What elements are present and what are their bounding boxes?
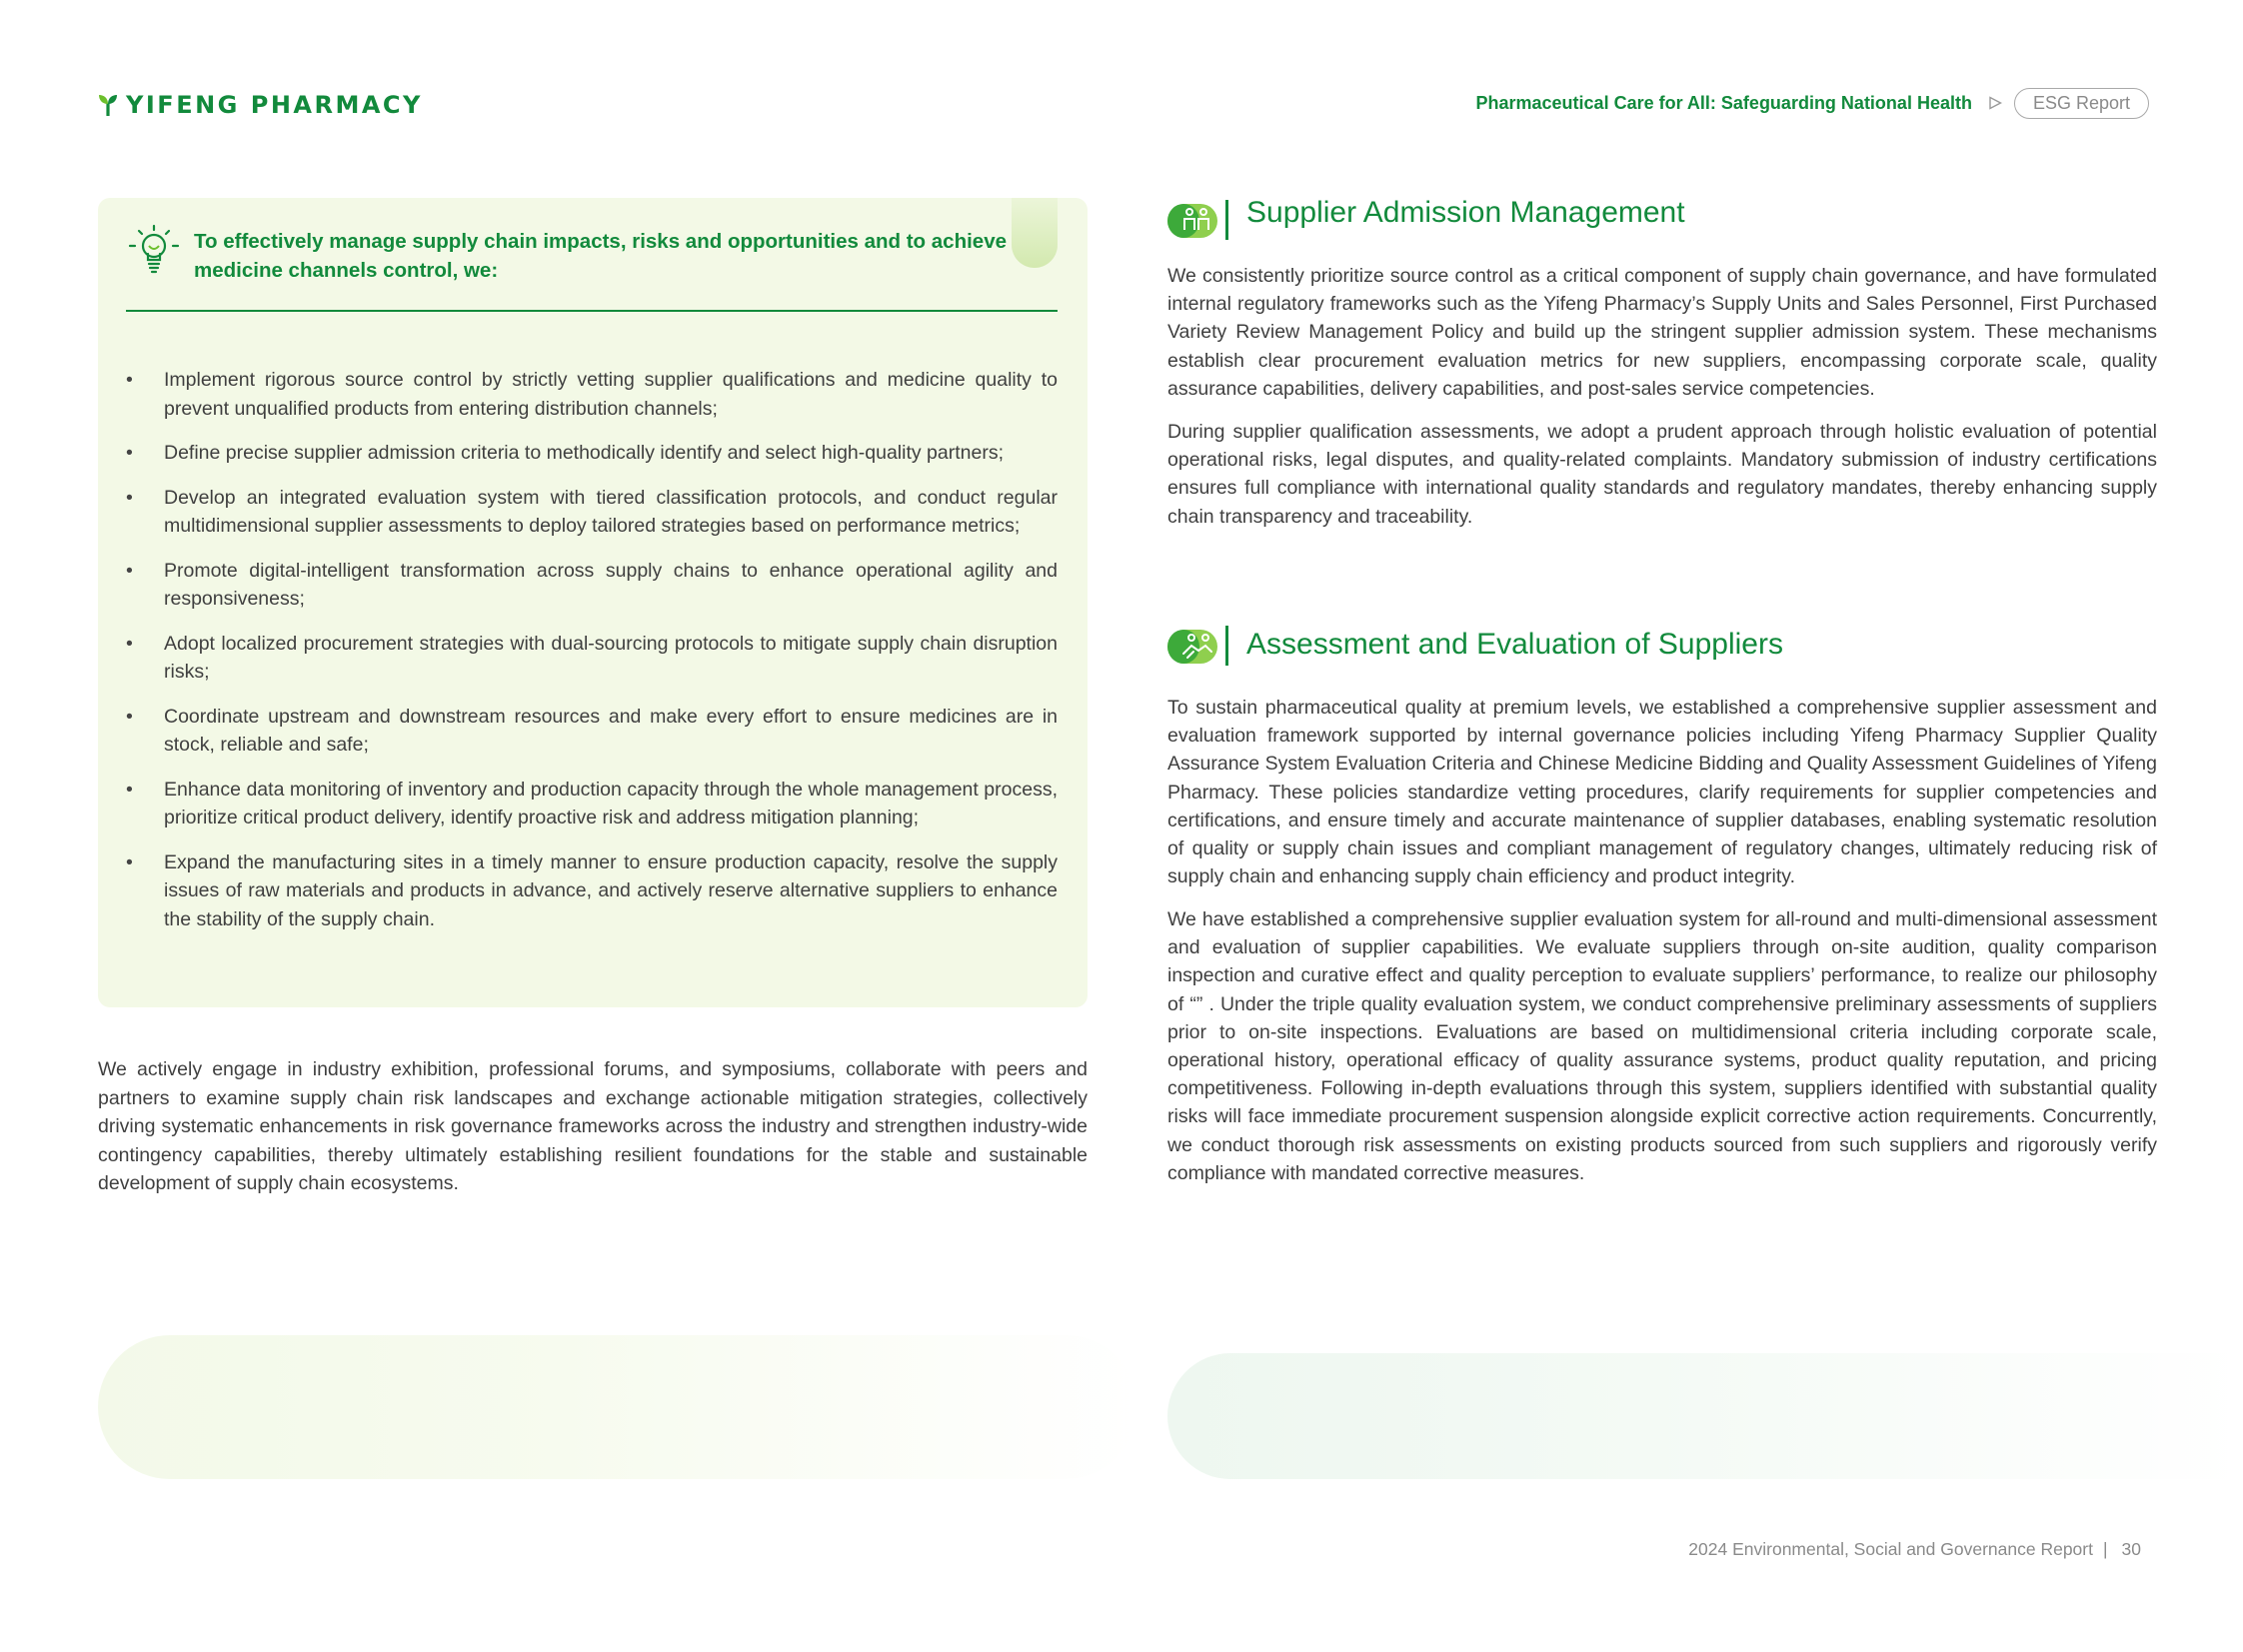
list-item: • Define precise supplier admission criteria to methodically identify and select high-quality partners; (124, 439, 1058, 468)
decorative-wave-left (98, 1335, 1137, 1479)
list-item: • Promote digital-intelligent transformation across supply chains to enhance operational agility and responsiveness; (124, 557, 1058, 614)
list-item: • Coordinate upstream and downstream resources and make every effort to ensure medicines are in stock, reliable and safe; (124, 703, 1058, 760)
commitments-list (124, 366, 1058, 949)
page-footer (1688, 1539, 2141, 1560)
list-item: • Enhance data monitoring of inventory and production capacity through the whole management process, prioritize critical product delivery, identify proactive risk and address mitigation planning; (124, 776, 1058, 832)
panel-decoration (1012, 198, 1058, 268)
industry-engagement-paragraph: We actively engage in industry exhibition, professional forums, and symposiums, collaborate with peers and partners to examine supply chain risk landscapes and exchange actionable mitigation strategies, collectively driving systematic enhancements in risk governance frameworks across the industry and strengthen industry-wide contingency capabilities, thereby ultimately establishing resilient foundations for the stable and sustainable development of supply chain ecosystems. (98, 1058, 1088, 1194)
supplier-assessment-paragraph: We have established a comprehensive supplier evaluation system for all-round and multi-dimensional assessment and evaluation of supplier capabilities. We evaluate suppliers through on-site audition, quality comparison inspection and curative effect and quality perception to evaluate suppliers’ performance, to realize our philosophy of “” . Under the triple quality evaluation system, we conduct comprehensive preliminary assessments of suppliers prior to on-site inspections. Evaluations are based on multidimensional criteria including corporate scale, operational history, operational efficacy of quality assurance systems, product quality reputation, and pricing competitiveness. Following in-depth evaluations through this system, suppliers identified with substantial quality risks will face immediate procurement suspension alongside explicit corrective action requirements. Concurrently, we conduct thorough risk assessments on existing products sourced from such suppliers and rigorously verify compliance with mandated corrective measures. (1167, 908, 2157, 1184)
section-title-supplier-assessment: Assessment and Evaluation of Suppliers (1246, 628, 1783, 661)
list-item: • Implement rigorous source control by strictly vetting supplier qualifications and medicine quality to prevent unqualified products from entering distribution channels; (124, 366, 1058, 423)
section-title-supplier-admission: Supplier Admission Management (1246, 196, 1685, 229)
logo-text: YIFENG PHARMACY (126, 91, 423, 119)
supplier-admission-paragraph: During supplier qualification assessments, we adopt a prudent approach through holistic evaluation of potential operational risks, legal disputes, and quality-related complaints. Mandatory submission of industry certifications ensures full compliance with international quality standards and regulatory mandates, thereby enhancing supply chain transparency and traceability. (1167, 421, 2157, 528)
list-item: • Adopt localized procurement strategies with dual-sourcing protocols to mitigate supply chain disruption risks; (124, 630, 1058, 687)
lightbulb-icon (126, 222, 182, 280)
list-item: • Develop an integrated evaluation system with tiered classification protocols, and conduct regular multidimensional supplier assessments to deploy tailored strategies based on performance metrics; (124, 484, 1058, 541)
header-nav (1476, 86, 2150, 120)
footer-report-title: 2024 Environmental, Social and Governance Report (1688, 1539, 2093, 1559)
panel-title: To effectively manage supply chain impacts, risks and opportunities and to achieve medicine channels control, we: (194, 230, 1008, 282)
esg-report-pill[interactable]: ESG Report (2014, 88, 2149, 119)
panel-divider (126, 310, 1058, 312)
footer-separator: | (2102, 1539, 2108, 1559)
decorative-wave-right (1167, 1353, 2243, 1479)
play-arrow-icon (1988, 96, 2002, 110)
brand-logo (98, 88, 423, 122)
supplier-admission-paragraph: We consistently prioritize source control as a critical component of supply chain governance, and have formulated internal regulatory frameworks such as the Yifeng Pharmacy’s Supply Units and Sales Personnel, First Purchased Variety Review Management Policy and build up the stringent supplier admission system. These mechanisms establish clear procurement evaluation metrics for new suppliers, encompassing corporate scale, quality assurance capabilities, delivery capabilities, and post-sales service competencies. (1167, 265, 2157, 400)
handshake-icon (1167, 626, 1231, 666)
list-item: • Expand the manufacturing sites in a timely manner to ensure production capacity, resolve the supply issues of raw materials and products in advance, and actively reserve alternative suppliers to enhance the stability of the supply chain. (124, 848, 1058, 934)
people-icon (1167, 200, 1231, 240)
supplier-assessment-paragraph: To sustain pharmaceutical quality at premium levels, we established a comprehensive supplier assessment and evaluation framework supported by internal governance policies including Yifeng Pharmacy Supplier Quality Assurance System Evaluation Criteria and Chinese Medicine Bidding and Quality Assessment Guidelines of Yifeng Pharmacy. These policies standardize vetting procedures, clarify requirements for supplier competencies and certifications, and ensure timely and accurate maintenance of supplier databases, enabling systematic resolution of quality or supply chain issues and compliant management of regulatory changes, ultimately reducing risk of supply chain and enhancing supply chain efficiency and product integrity. (1167, 697, 2157, 888)
page-number: 30 (2121, 1539, 2141, 1559)
header-tagline: Pharmaceutical Care for All: Safeguarding National Health (1475, 92, 1972, 113)
sprout-logo-icon (98, 93, 118, 117)
